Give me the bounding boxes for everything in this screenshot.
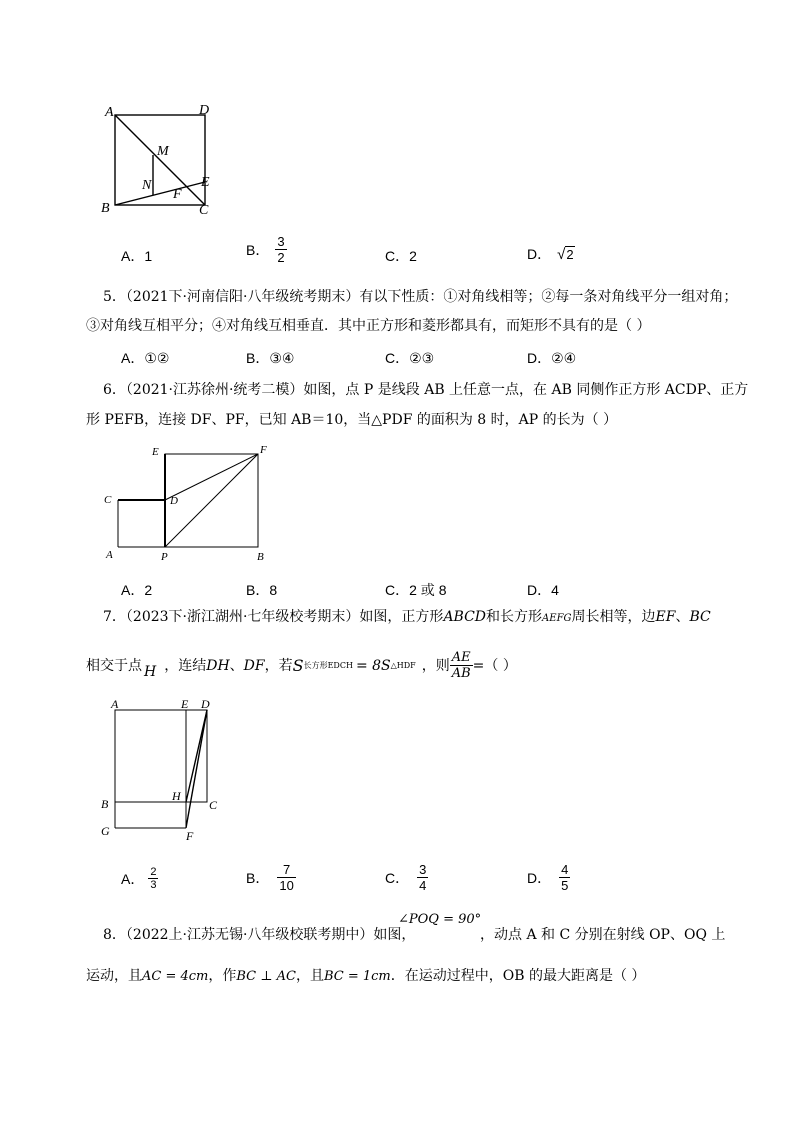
q6-label-f: F [260,444,267,456]
q7-label-h: H [172,789,181,803]
q4-option-d[interactable]: D． √ 2 [527,245,574,263]
q5-stem-line2: ③对角线互相平分；④对角线互相垂直．其中正方形和菱形都具有，而矩形不具有的是（ ） [86,318,651,334]
fig4-label-c: C [199,203,209,218]
q6-label-p: P [161,551,168,563]
q6-label-d: D [170,495,178,507]
q7-label-g: G [101,824,110,838]
q4-option-a[interactable]: A．1 [121,248,153,264]
q7-stem-line1: 7．（2023下·浙江湖州·七年级校考期末）如图，正方形ABCD和长方形AEFG周长相等，边EF、BC [103,609,711,625]
fig4-label-m: M [157,144,169,159]
q8-stem-line2: 运动，且AC = 4cm，作BC ⊥ AC，且BC = 1cm．在运动过程中，OB 的最大距离是（ ） [86,968,646,984]
q8-stem-line1-a: 8．（2022上·江苏无锡·八年级校联考期中）如图， [103,927,416,943]
q7-option-b[interactable]: B． $\frac{7}{10}$ [246,862,294,893]
fig4-label-f: F [173,187,182,202]
q7-label-e: E [181,697,189,711]
q8-stem-line1-b: ，动点 A 和 C 分别在射线 OP、OQ 上 [480,927,726,943]
fig4-label-a: A [105,105,114,120]
q6-option-a[interactable]: A．2 [121,582,153,598]
q6-label-b: B [257,551,264,563]
q6-label-a: A [106,549,113,561]
q7-label-b: B [101,797,109,811]
q7-stem-line2: 相交于点 H ，连结 DH 、 DF ，若 S 长方形EDCH = 8S △HDF ，则 $\frac{AE}{AB}$ =（ ） [86,650,517,681]
q7-figure [98,695,233,845]
q5-option-c[interactable]: C．②③ [385,350,435,366]
q5-stem-line1: 5．（2021下·河南信阳·八年级统考期末）有以下性质：①对角线相等；②每一条对角线平分一组对角； [103,289,738,305]
q7-ratio-fraction: $\frac{AE}{AB}$ [451,650,471,681]
q7-option-d[interactable]: D． $\frac{4}{5}$ [527,862,569,893]
q7-label-c: C [209,798,218,812]
q5-option-d[interactable]: D．②④ [527,350,577,366]
q4-figure [95,100,225,220]
q7-option-c[interactable]: C． $\frac{3}{4}$ [385,862,427,893]
q8-angle-formula: ∠POQ = 90° [398,912,482,927]
fig4-label-n: N [142,178,152,193]
q4-option-b[interactable]: B． $\frac{3}{2}$ [246,234,285,265]
q6-option-b[interactable]: B．8 [246,582,278,598]
q6-stem-line2: 形 PEFB，连接 DF、PF，已知 AB＝10，当△PDF 的面积为 8 时，AP 的长为（ ） [86,412,618,428]
q6-option-d[interactable]: D．4 [527,582,559,598]
q6-label-c: C [104,494,112,506]
sqrt-icon: √ [557,245,566,263]
q7-label-a: A [111,697,119,711]
q6-figure [100,440,290,565]
q6-stem-line1: 6．（2021·江苏徐州·统考二模）如图，点 P 是线段 AB 上任意一点，在 AB 同侧作正方形 ACDP、正方 [103,382,749,398]
q5-option-b[interactable]: B．③④ [246,350,295,366]
q6-label-e: E [152,446,159,458]
q6-option-c[interactable]: C．2 或 8 [385,582,447,598]
q5-option-a[interactable]: A．①② [121,350,170,366]
fig4-label-b: B [101,201,110,216]
fig4-label-d: D [199,103,210,118]
q4-option-b-fraction: $\frac{3}{2}$ [277,234,285,265]
q7-option-a[interactable]: A． $\frac{2}{3}$ [121,866,157,891]
q7-label-f: F [186,829,194,843]
fig4-label-e: E [201,175,210,190]
q4-option-c[interactable]: C．2 [385,248,417,264]
q7-label-d: D [201,697,210,711]
